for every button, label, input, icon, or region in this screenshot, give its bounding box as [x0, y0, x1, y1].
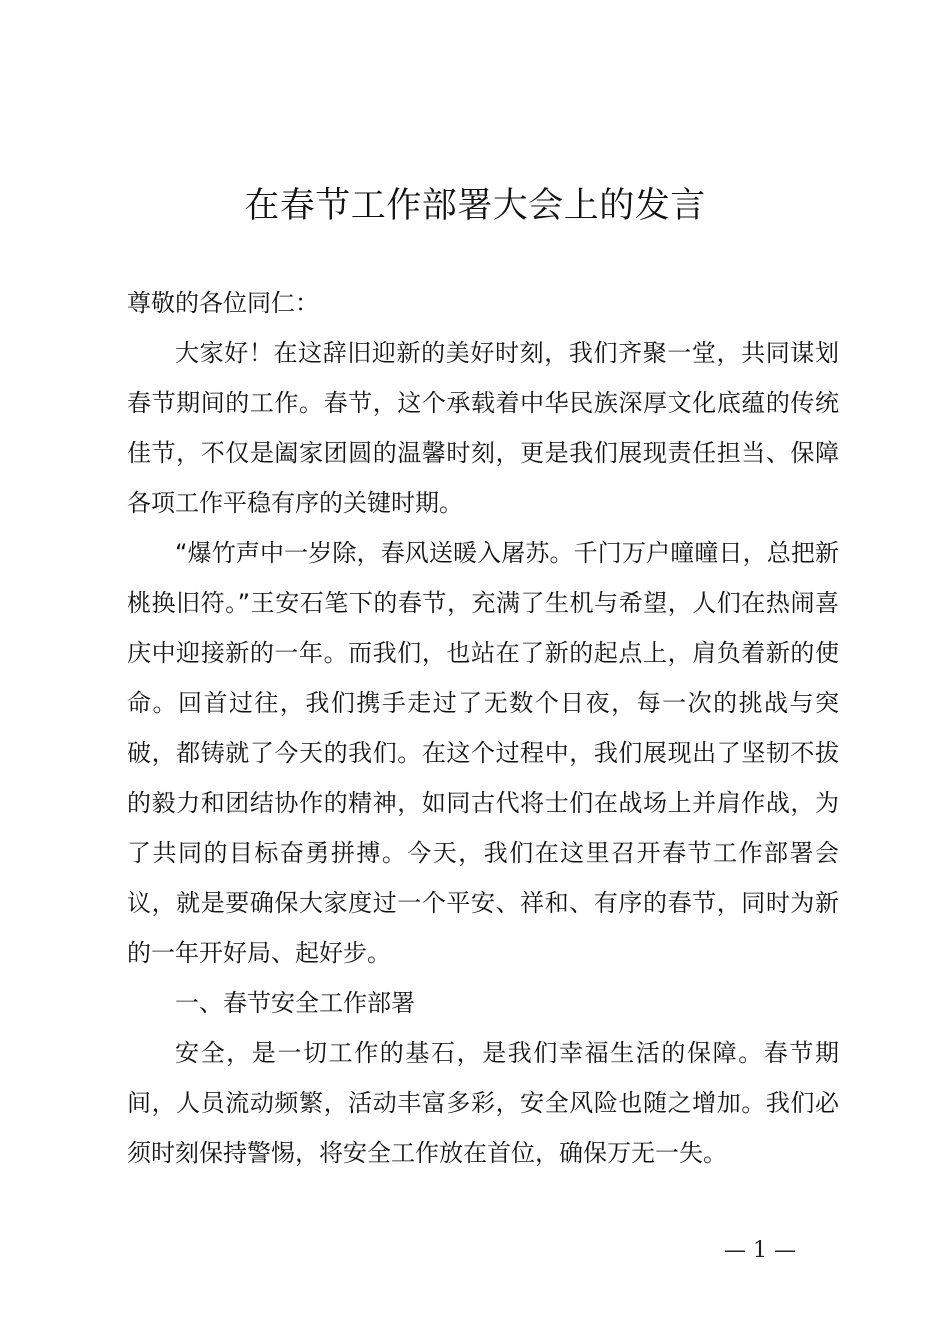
document-body	[127, 278, 839, 1178]
page-number: — 1 —	[724, 1238, 796, 1263]
paragraph-safety: 安全，是一切工作的基石，是我们幸福生活的保障。春节期间，人员流动频繁，活动丰富多彩，安全风险也随之增加。我们必须时刻保持警惕，将安全工作放在首位，确保万无一失。	[127, 1039, 839, 1167]
paragraph-opening: 大家好！在这辞旧迎新的美好时刻，我们齐聚一堂，共同谋划春节期间的工作。春节，这个承载着中华民族深厚文化底蕴的传统佳节，不仅是阖家团圆的温馨时刻，更是我们展现责任担当、保障各项工作平稳有序的关键时期。	[127, 339, 839, 517]
salutation: 尊敬的各位同仁：	[127, 289, 319, 317]
section-heading-safety: 一、春节安全工作部署	[175, 989, 415, 1017]
paragraph-poem-quote: “爆竹声中一岁除，春风送暖入屠苏。千门万户曈曈日，总把新桃换旧符。”王安石笔下的春节，充满了生机与希望，人们在热闹喜庆中迎接新的一年。而我们，也站在了新的起点上，肩负着新的使命。回首过往，我们携手走过了无数个日夜，每一次的挑战与突破，都铸就了今天的我们。在这个过程中，我们展现出了坚韧不拔的毅力和团结协作的精神，如同古代将士们在战场上并肩作战，为了共同的目标奋勇拼搏。今天，我们在这里召开春节工作部署会议，就是要确保大家度过一个平安、祥和、有序的春节，同时为新的一年开好局、起好步。	[127, 539, 839, 967]
document-title: 在春节工作部署大会上的发言	[244, 186, 706, 226]
